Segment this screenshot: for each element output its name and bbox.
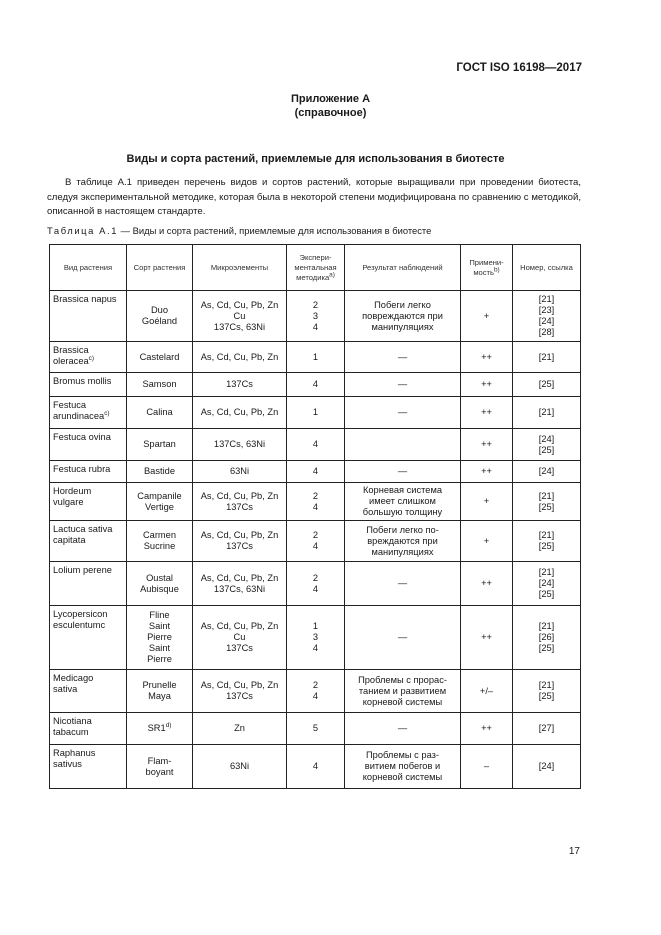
document-code: ГОСТ ISO 16198—2017 [456, 62, 582, 74]
cell-method [287, 483, 345, 521]
cell-applicability-text: ++ [481, 379, 492, 389]
table-caption: Таблица А.1 — Виды и сорта растений, приемлемые для использования в биотесте [47, 225, 432, 236]
cell-method-text: 2 4 [312, 490, 319, 512]
page-number: 17 [568, 846, 580, 857]
header-refs: Номер, ссылка [513, 245, 581, 291]
cell-method [287, 606, 345, 670]
cell-species-text: Medicago sativa [53, 673, 94, 694]
cell-cultivar [127, 397, 193, 429]
cell-species-text: Lactuca sativa capitata [53, 524, 113, 545]
cell-refs-text: [21] [26] [25] [538, 621, 555, 653]
cell-elements [193, 342, 287, 373]
table-row [50, 342, 581, 373]
cell-result-text: — [397, 379, 408, 389]
cell-result [345, 745, 461, 789]
intro-text: В таблице А.1 приведен перечень видов и сортов растений, которые выращивали при проведении биотеста, следуя экспериментальной методике, которая была в некоторой степени модифицирована по сравнению с методикой, описанной в настоящем стандарте. [47, 177, 581, 218]
cell-method [287, 429, 345, 461]
header-method [287, 245, 345, 291]
cell-method [287, 562, 345, 606]
table-body [50, 291, 581, 789]
cell-method-text: 2 4 [312, 572, 319, 594]
cell-cultivar [127, 606, 193, 670]
cell-cultivar [127, 483, 193, 521]
cell-refs [513, 483, 581, 521]
cell-elements-text: 137Cs [226, 379, 253, 389]
cell-elements-text: 137Cs, 63Ni [213, 439, 266, 449]
cell-result [345, 562, 461, 606]
table-row [50, 483, 581, 521]
table-row [50, 291, 581, 342]
cell-elements-text: As, Cd, Cu, Pb, Zn 137Cs, 63Ni [200, 572, 279, 594]
cell-result-text: — [397, 723, 408, 733]
cell-refs-text: [24] [25] [538, 433, 555, 455]
cell-cultivar-text: Carmen Sucrine [142, 530, 177, 551]
table-row [50, 606, 581, 670]
cell-applicability [461, 670, 513, 713]
cell-applicability-text: ++ [481, 632, 492, 642]
cell-cultivar [127, 291, 193, 342]
cell-result [345, 606, 461, 670]
cell-refs [513, 745, 581, 789]
cell-applicability-text: +/– [479, 685, 494, 696]
cell-refs [513, 562, 581, 606]
cell-species [50, 342, 127, 373]
cell-cultivar-text: Samson [142, 379, 177, 389]
cell-applicability-text: ++ [481, 351, 492, 362]
cell-elements [193, 461, 287, 483]
cell-applicability-text: ++ [481, 407, 492, 417]
header-species: Вид растения [50, 245, 127, 291]
cell-result-text: — [397, 407, 408, 417]
intro-paragraph [47, 176, 581, 220]
cell-cultivar [127, 670, 193, 713]
cell-elements-text: As, Cd, Cu, Pb, Zn [200, 407, 279, 417]
cell-cultivar-text: Oustal Aubisque [140, 572, 179, 594]
cell-cultivar [127, 713, 193, 745]
cell-method [287, 521, 345, 562]
cell-species [50, 713, 127, 745]
cell-method-text: 4 [312, 761, 319, 771]
cell-cultivar [127, 521, 193, 562]
cell-refs [513, 373, 581, 397]
header-cultivar: Сорт растения [127, 245, 193, 291]
cell-method-text: 2 4 [312, 530, 319, 551]
table-row [50, 670, 581, 713]
cell-species-text: Nicotiana tabacum [53, 716, 92, 737]
cell-result-text: Проблемы с раз- витием побегов и корневой системы [362, 750, 443, 782]
cell-applicability [461, 461, 513, 483]
cell-refs [513, 461, 581, 483]
cell-species-text: Brassica napus [53, 294, 117, 304]
table-row [50, 521, 581, 562]
cell-cultivar-text: Calina [146, 407, 173, 417]
header-elements: Микроэлементы [193, 245, 287, 291]
cell-method-text: 1 3 4 [312, 621, 319, 653]
cell-elements-text: As, Cd, Cu, Pb, Zn [200, 351, 279, 362]
cell-elements-text: As, Cd, Cu, Pb, Zn Cu 137Cs [200, 621, 279, 653]
cell-elements [193, 670, 287, 713]
cell-species-text: Raphanus sativus [53, 748, 96, 769]
cell-applicability [461, 291, 513, 342]
cell-refs-text: [24] [538, 466, 555, 477]
cell-result [345, 521, 461, 562]
table-row [50, 429, 581, 461]
cell-species-text: Festuca ovina [53, 432, 111, 442]
cell-result [345, 342, 461, 373]
cell-refs-text: [27] [538, 723, 555, 734]
cell-elements-text: As, Cd, Cu, Pb, Zn 137Cs [200, 680, 279, 701]
cell-applicability-text: + [483, 535, 490, 546]
cell-method-text: 4 [312, 439, 319, 449]
cell-species-text: Brassica oleracea [53, 345, 89, 366]
cell-method [287, 373, 345, 397]
cell-elements [193, 373, 287, 397]
cell-species [50, 670, 127, 713]
cell-refs-text: [24] [538, 761, 555, 772]
cell-applicability-text: + [483, 496, 490, 506]
header-applicability [461, 245, 513, 291]
cell-refs [513, 429, 581, 461]
cell-result-text: — [397, 578, 408, 588]
table-row [50, 373, 581, 397]
cell-refs [513, 670, 581, 713]
cell-refs-text: [21] [538, 407, 555, 418]
cell-cultivar-text: Prunelle Maya [142, 680, 177, 701]
cell-elements [193, 745, 287, 789]
cell-refs-text: [21] [23] [24] [28] [538, 294, 555, 337]
cell-cultivar-text: SR1 [147, 723, 166, 733]
cell-method [287, 745, 345, 789]
table-row [50, 745, 581, 789]
cell-cultivar [127, 745, 193, 789]
cell-refs-text: [21] [538, 351, 555, 362]
table-row [50, 713, 581, 745]
cell-refs-text: [21] [25] [538, 490, 555, 512]
cell-elements [193, 521, 287, 562]
cell-result-text: Проблемы с прорас- танием и развитием корневой системы [358, 674, 447, 707]
table-caption-label: Таблица А.1 [47, 225, 119, 236]
cell-elements [193, 606, 287, 670]
header-method-footnote: a) [329, 270, 335, 278]
cell-result [345, 483, 461, 521]
cell-elements [193, 397, 287, 429]
cell-applicability [461, 606, 513, 670]
cell-result [345, 461, 461, 483]
cell-elements-text: As, Cd, Cu, Pb, Zn 137Cs [200, 530, 279, 551]
cell-result [345, 429, 461, 461]
header-result: Результат наблюдений [345, 245, 461, 291]
cell-applicability [461, 483, 513, 521]
cell-cultivar-text: Spartan [143, 439, 176, 449]
cell-species-footnote: c) [104, 409, 110, 417]
cell-applicability-text: – [483, 761, 490, 771]
cell-applicability-text: + [483, 310, 490, 321]
header-applicability-footnote: b) [494, 265, 500, 273]
cell-cultivar-text: Bastide [143, 466, 175, 476]
cell-method [287, 397, 345, 429]
cell-result-text: — [397, 351, 408, 362]
cell-elements-text: Zn [234, 723, 245, 733]
cell-species-text: Bromus mollis [53, 376, 112, 386]
annex-title [0, 92, 661, 120]
cell-result-text: — [397, 466, 408, 476]
cell-species-text: Festuca arundinacea [53, 400, 105, 421]
header-applicability-text: Примени-мость [469, 257, 504, 277]
cell-applicability-text: ++ [481, 439, 492, 449]
cell-cultivar [127, 429, 193, 461]
cell-applicability [461, 373, 513, 397]
cell-applicability [461, 342, 513, 373]
cell-elements-text: 63Ni [229, 466, 250, 476]
annex-type: (справочное) [294, 107, 367, 119]
cell-cultivar-text: Duo Goéland [141, 305, 178, 326]
annex-name: Приложение А [290, 93, 371, 105]
species-table [49, 244, 581, 789]
cell-method-text: 1 [312, 407, 319, 417]
cell-species [50, 461, 127, 483]
cell-cultivar-text: Flam- boyant [145, 755, 174, 777]
cell-species [50, 397, 127, 429]
cell-method-text: 5 [312, 723, 319, 733]
cell-cultivar [127, 562, 193, 606]
cell-applicability [461, 397, 513, 429]
cell-refs [513, 713, 581, 745]
cell-cultivar-text: Campanile Vertige [137, 490, 182, 512]
cell-method-text: 2 4 [312, 680, 319, 701]
cell-refs-text: [21] [24] [25] [538, 567, 555, 599]
cell-elements [193, 429, 287, 461]
cell-result [345, 397, 461, 429]
cell-method [287, 670, 345, 713]
cell-method-text: 4 [312, 379, 319, 389]
cell-species [50, 483, 127, 521]
cell-elements-text: As, Cd, Cu, Pb, Zn 137Cs [200, 490, 279, 512]
cell-applicability [461, 429, 513, 461]
cell-result-text: Побеги легко по- вреждаются при манипуляциях [366, 524, 439, 557]
cell-applicability [461, 713, 513, 745]
cell-species-text: Festuca rubra [53, 464, 111, 474]
cell-refs [513, 521, 581, 562]
cell-method-text: 4 [312, 466, 319, 476]
cell-species [50, 429, 127, 461]
cell-result [345, 670, 461, 713]
cell-refs [513, 397, 581, 429]
cell-cultivar-footnote: d) [165, 721, 172, 729]
cell-elements-text: 63Ni [229, 761, 250, 771]
cell-applicability-text: ++ [481, 723, 492, 733]
cell-species [50, 373, 127, 397]
cell-species [50, 562, 127, 606]
cell-method-text: 2 3 4 [312, 299, 319, 332]
header-method-text: Экспери-ментальная методика [294, 252, 337, 282]
table-row [50, 461, 581, 483]
cell-species-footnote: c) [88, 354, 94, 362]
table-caption-text: Виды и сорта растений, приемлемые для использования в биотесте [132, 225, 432, 236]
cell-method [287, 461, 345, 483]
cell-elements [193, 483, 287, 521]
cell-applicability-text: ++ [481, 578, 492, 588]
cell-species-text: Lolium perene [53, 565, 112, 575]
cell-refs [513, 342, 581, 373]
table-header-row [50, 245, 581, 291]
cell-cultivar-text: Castelard [139, 351, 180, 362]
cell-refs-text: [21] [25] [538, 680, 555, 701]
cell-applicability [461, 521, 513, 562]
cell-elements [193, 291, 287, 342]
cell-refs-text: [21] [25] [538, 530, 555, 551]
cell-method [287, 713, 345, 745]
table-row [50, 397, 581, 429]
cell-species [50, 521, 127, 562]
cell-method [287, 342, 345, 373]
cell-applicability [461, 745, 513, 789]
table-row [50, 562, 581, 606]
cell-species [50, 745, 127, 789]
cell-cultivar [127, 373, 193, 397]
cell-refs-text: [25] [538, 379, 555, 390]
cell-result [345, 291, 461, 342]
cell-species-text: Lycopersicon esculentumc [53, 609, 108, 630]
cell-applicability-text: ++ [481, 466, 492, 476]
cell-cultivar [127, 342, 193, 373]
cell-result [345, 713, 461, 745]
cell-applicability [461, 562, 513, 606]
cell-cultivar [127, 461, 193, 483]
section-heading: Виды и сорта растений, приемлемые для использования в биотесте [126, 153, 505, 165]
cell-cultivar-text: Fline Saint Pierre Saint Pierre [147, 610, 172, 664]
cell-refs [513, 291, 581, 342]
cell-result-text: Корневая система имеет слишком большую толщину [362, 485, 443, 517]
cell-elements-text: As, Cd, Cu, Pb, Zn Cu 137Cs, 63Ni [200, 299, 279, 332]
cell-elements [193, 713, 287, 745]
cell-result-text: Побеги легко повреждаются при манипуляциях [362, 299, 443, 332]
cell-refs [513, 606, 581, 670]
cell-species-text: Hordeum vulgare [53, 486, 92, 507]
cell-species [50, 291, 127, 342]
cell-method-text: 1 [312, 351, 319, 362]
cell-result-text: — [397, 632, 408, 642]
cell-result [345, 373, 461, 397]
cell-species [50, 606, 127, 670]
cell-elements [193, 562, 287, 606]
cell-method [287, 291, 345, 342]
